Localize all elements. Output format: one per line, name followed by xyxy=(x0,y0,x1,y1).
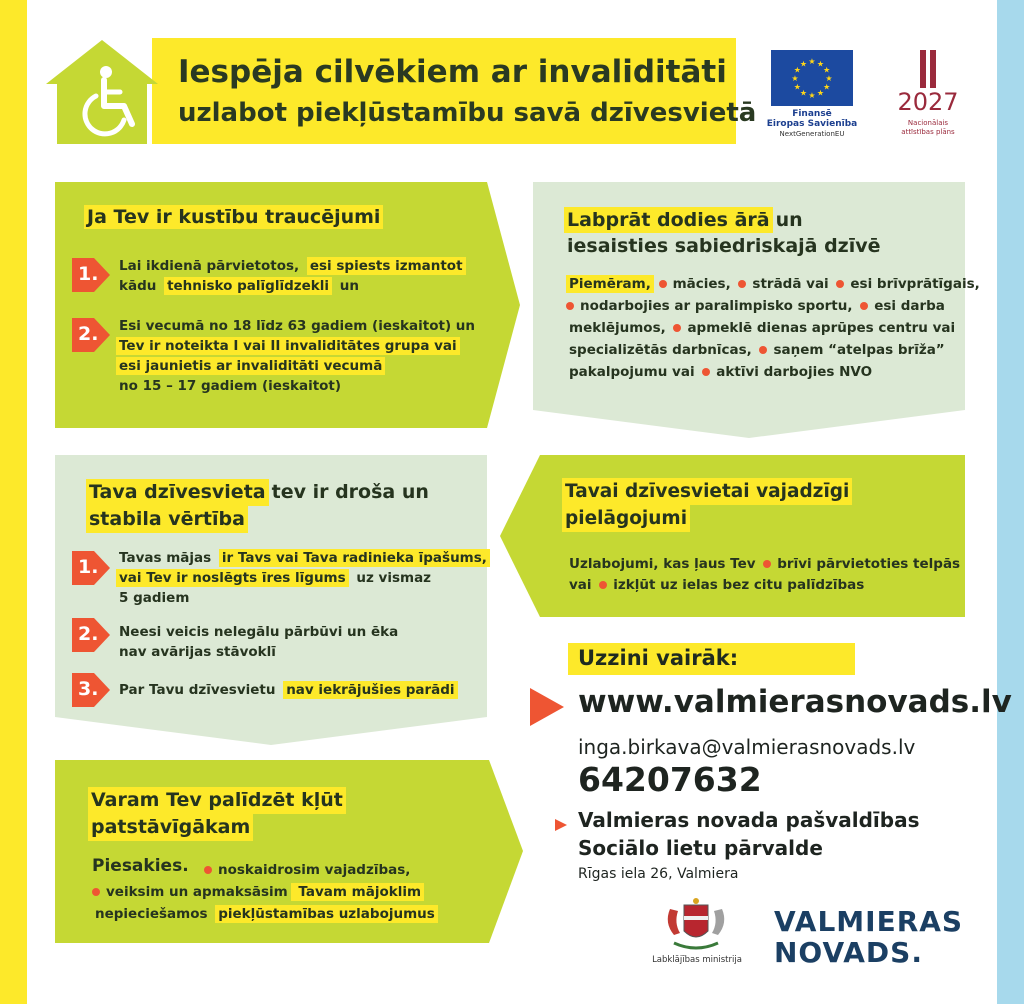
text-line xyxy=(92,859,492,881)
text-fragment: saņem “atelpas brīža” xyxy=(773,342,945,358)
help-title-line2: patstāvīgākam xyxy=(88,814,346,841)
website-link[interactable]: www.valmierasnovads.lv xyxy=(578,684,1012,720)
text-fragment: Esi vecumā no 18 līdz 63 gadiem (ieskaitot) un xyxy=(119,318,476,334)
website-arrow-icon xyxy=(530,688,564,730)
highlighted-text: vai Tev ir noslēgts īres līgums xyxy=(116,569,349,587)
highlighted-text: Tev ir noteikta I vai II invaliditātes grupa vai xyxy=(116,337,460,355)
text-fragment: uz vismaz xyxy=(351,570,432,586)
text-fragment: esi brīvprātīgais, xyxy=(850,276,980,292)
bullet-dot-icon xyxy=(599,581,607,589)
page-title-line1: Iespēja cilvēkiem ar invaliditāti xyxy=(178,54,727,90)
text-line xyxy=(116,276,466,296)
text-line xyxy=(116,588,490,608)
text-fragment: tev ir droša un xyxy=(271,481,429,503)
house-wheelchair-icon xyxy=(44,38,160,146)
movement-title: Ja Tev ir kustību traucējumi xyxy=(84,205,383,229)
adaptations-text xyxy=(566,554,961,596)
nap-subtitle-2: attīstības plāns xyxy=(901,128,955,136)
number-badge xyxy=(72,258,110,292)
text-fragment: nav avārijas stāvoklī xyxy=(119,644,276,660)
criteria-text xyxy=(116,316,478,396)
social-title-line2: iesaisties sabiedriskajā dzīvē xyxy=(567,235,881,257)
adaptations-title-line1: Tavai dzīvesvietai vajadzīgi xyxy=(562,478,852,505)
highlighted-text: esi spiests izmantot xyxy=(307,257,466,275)
text-fragment: meklējumos, xyxy=(569,320,666,336)
bullet-dot-icon xyxy=(702,368,710,376)
apply-label: Piesakies. xyxy=(92,856,189,876)
text-fragment: Tavas mājas xyxy=(119,550,216,566)
text-line xyxy=(566,317,966,339)
highlighted-text: piekļūstamības uzlabojumus xyxy=(215,905,438,923)
highlighted-text: Tavam mājoklim xyxy=(291,883,424,901)
criteria-text xyxy=(116,680,458,700)
text-line xyxy=(566,554,961,575)
valmiera-logo-line1: VALMIERAS xyxy=(774,905,964,938)
eu-star: ★ xyxy=(808,57,816,66)
text-fragment: brīvi pārvietoties telpās xyxy=(777,556,961,572)
text-line xyxy=(116,548,490,568)
eu-caption-2: Eiropas Savienība xyxy=(766,119,858,129)
org-name-line2: Sociālo lietu pārvalde xyxy=(578,836,823,860)
org-address: Rīgas iela 26, Valmiera xyxy=(578,866,739,882)
text-line xyxy=(116,622,401,642)
text-line xyxy=(116,376,478,396)
text-fragment: apmeklē dienas aprūpes centru vai xyxy=(687,320,956,336)
social-title-line1 xyxy=(564,207,884,233)
text-line xyxy=(116,256,466,276)
text-line xyxy=(116,568,490,588)
eu-star: ★ xyxy=(825,74,833,83)
highlighted-text: nav iekrājušies parādi xyxy=(283,681,457,699)
text-line xyxy=(92,881,492,903)
eu-caption-3: NextGenerationEU xyxy=(779,130,845,138)
adaptations-title-line2: pielāgojumi xyxy=(562,505,852,532)
bullet-dot-icon xyxy=(673,324,681,332)
adaptations-title xyxy=(562,478,852,532)
text-fragment: nepieciešamos xyxy=(95,906,213,922)
eu-star: ★ xyxy=(823,65,831,75)
bullet-dot-icon xyxy=(659,280,667,288)
text-fragment: aktīvi darbojies NVO xyxy=(716,364,873,380)
text-fragment: Par Tavu dzīvesvietu xyxy=(119,682,281,698)
text-fragment: Uzlabojumi, kas ļaus Tev xyxy=(569,556,756,572)
text-fragment: izkļūt uz ielas bez citu palīdzības xyxy=(613,577,865,593)
text-fragment: mācies, xyxy=(672,276,731,292)
phone-number[interactable]: 64207632 xyxy=(578,760,762,799)
dwelling-title-line1 xyxy=(86,479,432,506)
right-blue-strip xyxy=(997,0,1024,1004)
text-fragment: vai xyxy=(569,577,592,593)
valmiera-logo-line2: NOVADS. xyxy=(774,936,923,969)
help-text xyxy=(92,859,492,925)
eu-star: ★ xyxy=(816,88,825,98)
text-line xyxy=(116,316,478,336)
bullet-dot-icon xyxy=(566,302,574,310)
address-arrow-icon xyxy=(555,816,567,835)
text-fragment: Lai ikdienā pārvietotos, xyxy=(119,258,304,274)
bullet-dot-icon xyxy=(92,888,100,896)
email-link[interactable]: inga.birkava@valmierasnovads.lv xyxy=(578,735,916,759)
ministry-name: Labklājības ministrija xyxy=(652,955,742,965)
help-title xyxy=(88,787,346,841)
highlighted-text: Labprāt dodies ārā xyxy=(564,207,773,233)
text-fragment: no 15 – 17 gadiem (ieskaitot) xyxy=(119,378,342,394)
number-label: 1. xyxy=(78,556,99,578)
number-badge xyxy=(72,318,110,352)
eu-flag-logo xyxy=(771,50,853,106)
text-line xyxy=(92,903,492,925)
eu-star: ★ xyxy=(799,88,808,98)
text-fragment: kādu xyxy=(119,278,162,294)
text-fragment: 5 gadiem xyxy=(119,590,190,606)
social-examples xyxy=(566,273,980,383)
bullet-dot-icon xyxy=(836,280,844,288)
number-badge xyxy=(72,673,110,707)
highlighted-text: Tava dzīvesvieta xyxy=(86,479,269,506)
eu-star: ★ xyxy=(791,74,799,83)
text-fragment: Neesi veicis nelegālu pārbūvi un ēka xyxy=(119,624,399,640)
text-line xyxy=(566,575,961,596)
text-fragment: nodarbojies ar paralimpisko sportu, xyxy=(580,298,853,314)
social-title xyxy=(564,207,884,259)
highlighted-text: Piemēram, xyxy=(566,275,654,293)
eu-star: ★ xyxy=(799,59,808,69)
bullet-dot-icon xyxy=(738,280,746,288)
text-fragment: un xyxy=(335,278,359,294)
text-line xyxy=(566,273,980,295)
org-name-line1: Valmieras novada pašvaldības xyxy=(578,808,920,832)
dwelling-title-line2: stabila vērtība xyxy=(86,506,432,533)
text-fragment: pakalpojumu vai xyxy=(569,364,695,380)
nap-subtitle-1: Nacionālais xyxy=(907,119,949,127)
number-label: 2. xyxy=(78,323,99,345)
highlighted-text: esi jaunietis ar invaliditāti vecumā xyxy=(116,357,385,375)
bullet-dot-icon xyxy=(763,560,771,568)
more-info-title: Uzzini vairāk: xyxy=(578,646,739,670)
criteria-text xyxy=(116,622,401,662)
eu-star: ★ xyxy=(793,65,801,75)
text-line xyxy=(116,356,478,376)
text-line xyxy=(566,339,966,361)
text-fragment: noskaidrosim vajadzības, xyxy=(218,862,411,878)
text-line xyxy=(116,642,401,662)
number-label: 3. xyxy=(78,678,99,700)
nap-year: 2027 xyxy=(897,88,959,116)
highlighted-text: ir Tavs vai Tava radinieka īpašums, xyxy=(219,549,490,567)
bullet-dot-icon xyxy=(759,346,767,354)
coat-of-arms-icon xyxy=(656,895,736,955)
text-line xyxy=(566,295,966,317)
criteria-text xyxy=(116,548,490,608)
criteria-text xyxy=(116,256,466,296)
text-fragment: specializētās darbnīcas, xyxy=(569,342,752,358)
number-badge xyxy=(72,618,110,652)
text-fragment: esi darba xyxy=(874,298,945,314)
left-yellow-strip xyxy=(0,0,27,1004)
help-title-line1: Varam Tev palīdzēt kļūt xyxy=(88,787,346,814)
text-fragment: strādā vai xyxy=(752,276,829,292)
eu-star: ★ xyxy=(816,59,825,69)
highlighted-text: tehnisko palīglīdzekli xyxy=(164,277,332,295)
bullet-dot-icon xyxy=(204,866,212,874)
eu-star: ★ xyxy=(808,91,816,100)
text-fragment: veiksim un apmaksāsim xyxy=(106,884,288,900)
eu-caption-1: Finansē xyxy=(792,109,832,119)
page-title-line2: uzlabot piekļūstamību savā dzīvesvietā xyxy=(178,98,757,128)
number-label: 1. xyxy=(78,263,99,285)
number-badge xyxy=(72,551,110,585)
text-line xyxy=(116,680,458,700)
eu-star: ★ xyxy=(823,82,831,92)
bullet-dot-icon xyxy=(860,302,868,310)
text-fragment: un xyxy=(775,209,803,231)
eu-star: ★ xyxy=(793,82,801,92)
text-line xyxy=(116,336,478,356)
number-label: 2. xyxy=(78,623,99,645)
text-line xyxy=(566,361,966,383)
dwelling-title xyxy=(86,479,432,533)
